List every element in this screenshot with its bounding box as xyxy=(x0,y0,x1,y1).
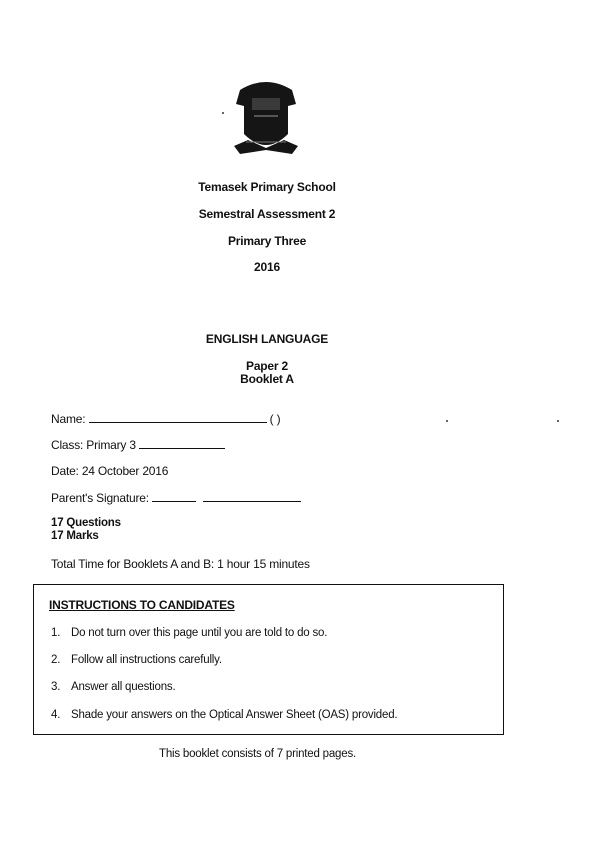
name-label: Name: xyxy=(51,412,86,426)
instructions-box xyxy=(33,584,504,735)
name-blank[interactable] xyxy=(89,412,267,423)
paper-number: Paper 2 xyxy=(246,359,288,373)
instruction-text: Shade your answers on the Optical Answer Sheet (OAS) provided. xyxy=(71,709,398,721)
scan-speck xyxy=(557,420,559,422)
level-title: Primary Three xyxy=(227,234,307,248)
instruction-item xyxy=(51,654,222,666)
instruction-number: 2. xyxy=(51,654,61,666)
instruction-text: Answer all questions. xyxy=(71,681,176,693)
date-line: Date: 24 October 2016 xyxy=(51,464,169,478)
scan-speck xyxy=(446,420,448,422)
year: 2016 xyxy=(254,260,280,274)
booklet-label: Booklet A xyxy=(240,372,294,386)
instruction-text: Follow all instructions carefully. xyxy=(71,654,222,666)
total-time: Total Time for Booklets A and B: 1 hour 15 minutes xyxy=(51,557,310,571)
class-blank[interactable] xyxy=(139,438,225,449)
class-label: Class: Primary 3 xyxy=(51,438,136,452)
instruction-item xyxy=(51,709,397,721)
parent-signature-field xyxy=(51,491,301,505)
assessment-title: Semestral Assessment 2 xyxy=(198,207,336,221)
signature-blank-2[interactable] xyxy=(203,491,301,502)
scan-speck xyxy=(222,112,224,114)
school-crest-logo xyxy=(230,76,302,162)
page-count-footer: This booklet consists of 7 printed pages. xyxy=(159,748,356,760)
subject-title: ENGLISH LANGUAGE xyxy=(205,332,329,346)
question-count: 17 Questions xyxy=(51,517,121,529)
signature-blank-1[interactable] xyxy=(152,491,196,502)
instruction-number: 3. xyxy=(51,681,61,693)
instruction-text: Do not turn over this page until you are told to do so. xyxy=(71,627,328,639)
instruction-item xyxy=(51,627,327,639)
name-field xyxy=(51,412,280,426)
instruction-item xyxy=(51,681,175,693)
school-name: Temasek Primary School xyxy=(198,180,336,194)
register-number-paren: ( ) xyxy=(269,412,281,426)
class-field xyxy=(51,438,225,452)
instructions-title: INSTRUCTIONS TO CANDIDATES xyxy=(49,598,235,612)
instruction-number: 4. xyxy=(51,709,61,721)
mark-count: 17 Marks xyxy=(51,530,99,542)
parent-signature-label: Parent's Signature: xyxy=(51,491,149,505)
instruction-number: 1. xyxy=(51,627,61,639)
